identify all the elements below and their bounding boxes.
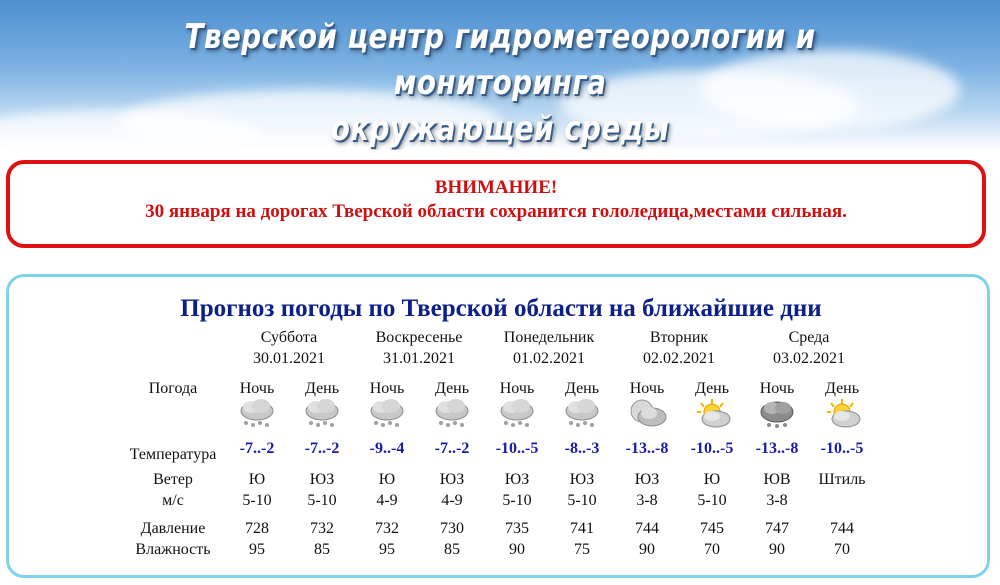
temperature-value: -7..-2 <box>304 440 340 457</box>
row-label-wind-unit: м/с <box>162 492 184 509</box>
alert-text: 30 января на дорогах Тверской области сохранится гололедица,местами сильная. <box>145 201 847 222</box>
sun-cloud-icon <box>692 397 732 429</box>
pressure-value: 732 <box>310 520 334 537</box>
wind-direction: Ю <box>378 471 396 488</box>
sun-cloud-icon <box>822 397 862 429</box>
site-title-line1: Тверской центр гидрометеорологии и мониторинга <box>184 17 816 103</box>
day-date: 31.01.2021 <box>383 350 455 367</box>
wind-direction: Ю <box>248 471 266 488</box>
row-label-wind: Ветер <box>153 471 193 488</box>
wind-speed: 5-10 <box>242 492 272 509</box>
pressure-value: 747 <box>765 520 789 537</box>
pressure-value: 730 <box>440 520 464 537</box>
period-label: День <box>434 380 470 397</box>
pressure-value: 732 <box>375 520 399 537</box>
day-name: Вторник <box>649 329 709 346</box>
wind-direction: ЮВ <box>763 471 791 488</box>
row-label-weather: Погода <box>148 380 198 397</box>
warning-alert-box <box>6 160 986 248</box>
humidity-value: 95 <box>249 541 265 558</box>
day-date: 01.02.2021 <box>513 350 585 367</box>
wind-speed: 5-10 <box>502 492 532 509</box>
temperature-value: -10..-5 <box>690 440 734 457</box>
alert-title: ВНИМАНИЕ! <box>434 177 558 198</box>
humidity-value: 70 <box>834 541 850 558</box>
snow-cloud-icon <box>497 397 537 429</box>
period-label: Ночь <box>759 380 795 397</box>
row-label-temperature: Температура <box>129 446 217 463</box>
pressure-value: 728 <box>245 520 269 537</box>
wind-direction: Штиль <box>818 471 866 488</box>
snow-cloud-icon <box>237 397 277 429</box>
snow-cloud-icon <box>367 397 407 429</box>
row-label-pressure: Давление <box>140 520 206 537</box>
pressure-value: 741 <box>570 520 594 537</box>
period-label: Ночь <box>499 380 535 397</box>
wind-speed: 3-8 <box>636 492 658 509</box>
forecast-title: Прогноз погоды по Тверской области на ближайшие дни <box>180 295 822 322</box>
wind-direction: ЮЗ <box>309 471 335 488</box>
day-date: 03.02.2021 <box>773 350 845 367</box>
forecast-panel <box>6 274 990 578</box>
period-label: День <box>564 380 600 397</box>
wind-speed: 5-10 <box>567 492 597 509</box>
humidity-value: 95 <box>379 541 395 558</box>
temperature-value: -13..-8 <box>625 440 669 457</box>
wind-direction: Ю <box>703 471 721 488</box>
humidity-value: 90 <box>509 541 525 558</box>
humidity-value: 75 <box>574 541 590 558</box>
period-label: День <box>304 380 340 397</box>
temperature-value: -10..-5 <box>820 440 864 457</box>
temperature-value: -7..-2 <box>239 440 275 457</box>
day-name: Среда <box>788 329 830 346</box>
wind-direction: ЮЗ <box>634 471 660 488</box>
temperature-value: -9..-4 <box>369 440 405 457</box>
temperature-value: -7..-2 <box>434 440 470 457</box>
humidity-value: 85 <box>314 541 330 558</box>
moon-cloud-icon <box>627 397 667 429</box>
period-label: День <box>694 380 730 397</box>
day-name: Понедельник <box>503 329 595 346</box>
site-title <box>90 14 910 150</box>
wind-direction: ЮЗ <box>439 471 465 488</box>
row-label-humidity: Влажность <box>135 541 211 558</box>
wind-speed: 5-10 <box>307 492 337 509</box>
period-label: Ночь <box>369 380 405 397</box>
pressure-value: 744 <box>635 520 659 537</box>
site-title-line2: окружающей среды <box>330 109 670 149</box>
temperature-value: -8..-3 <box>564 440 600 457</box>
site-header-banner <box>0 0 1000 150</box>
temperature-value: -13..-8 <box>755 440 799 457</box>
pressure-value: 735 <box>505 520 529 537</box>
wind-direction: ЮЗ <box>569 471 595 488</box>
temperature-value: -10..-5 <box>495 440 539 457</box>
wind-speed: 4-9 <box>376 492 398 509</box>
humidity-value: 90 <box>769 541 785 558</box>
day-name: Воскресенье <box>375 329 463 346</box>
day-date: 02.02.2021 <box>643 350 715 367</box>
wind-speed: 5-10 <box>697 492 727 509</box>
day-name: Суббота <box>260 329 318 346</box>
humidity-value: 85 <box>444 541 460 558</box>
wind-direction: ЮЗ <box>504 471 530 488</box>
humidity-value: 70 <box>704 541 720 558</box>
period-label: Ночь <box>239 380 275 397</box>
pressure-value: 745 <box>700 520 724 537</box>
period-label: День <box>824 380 860 397</box>
wind-speed: 4-9 <box>441 492 463 509</box>
pressure-value: 744 <box>830 520 854 537</box>
snow-cloud-icon <box>562 397 602 429</box>
humidity-value: 90 <box>639 541 655 558</box>
snow-cloud-icon <box>432 397 472 429</box>
dark-cloud-icon <box>757 397 797 429</box>
day-date: 30.01.2021 <box>253 350 325 367</box>
period-label: Ночь <box>629 380 665 397</box>
snow-cloud-icon <box>302 397 342 429</box>
wind-speed: 3-8 <box>766 492 788 509</box>
